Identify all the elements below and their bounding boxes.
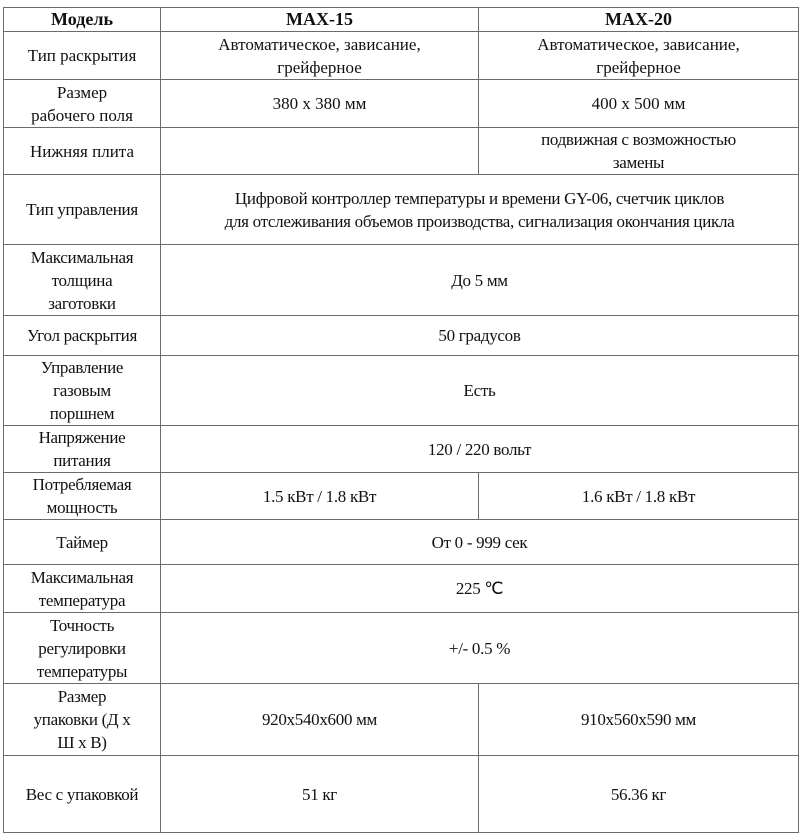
table-row [4, 565, 799, 613]
row-label: Угол раскрытия [4, 316, 161, 356]
cell-value: До 5 мм [161, 245, 799, 316]
header-row [4, 8, 799, 32]
row-label: Потребляемая мощность [4, 473, 161, 520]
cell-value: +/- 0.5 % [161, 613, 799, 684]
row-label: Размер рабочего поля [4, 80, 161, 128]
spec-table [3, 7, 799, 833]
cell-value: подвижная с возможностью замены [479, 128, 799, 175]
table-row [4, 175, 799, 245]
table-row [4, 520, 799, 565]
cell-value: 50 градусов [161, 316, 799, 356]
table-row [4, 426, 799, 473]
row-label: Управление газовым поршнем [4, 356, 161, 426]
table-row [4, 613, 799, 684]
row-label: Тип управления [4, 175, 161, 245]
cell-value: Цифровой контроллер температуры и времени GY-06, счетчик циклов для отслеживания объемов производства, сигнализация окончания цикла [161, 175, 799, 245]
cell-value: 920x540x600 мм [161, 684, 479, 756]
row-label: Таймер [4, 520, 161, 565]
table-row [4, 80, 799, 128]
model-max15-header: MAX-15 [161, 8, 479, 32]
cell-value: 51 кг [161, 756, 479, 833]
row-label: Размер упаковки (Д х Ш х В) [4, 684, 161, 756]
table-row [4, 245, 799, 316]
cell-value: 225 ℃ [161, 565, 799, 613]
row-label: Точность регулировки температуры [4, 613, 161, 684]
table-row [4, 32, 799, 80]
table-row [4, 128, 799, 175]
model-max20-header: MAX-20 [479, 8, 799, 32]
cell-value: От 0 - 999 сек [161, 520, 799, 565]
table-row [4, 473, 799, 520]
cell-value: 400 х 500 мм [479, 80, 799, 128]
table-row [4, 316, 799, 356]
row-label: Напряжение питания [4, 426, 161, 473]
table-row [4, 684, 799, 756]
cell-value: 380 х 380 мм [161, 80, 479, 128]
cell-value: 910x560x590 мм [479, 684, 799, 756]
row-label: Максимальная толщина заготовки [4, 245, 161, 316]
table-row [4, 356, 799, 426]
cell-value: Есть [161, 356, 799, 426]
table-row [4, 756, 799, 833]
row-label: Нижняя плита [4, 128, 161, 175]
row-label: Вес с упаковкой [4, 756, 161, 833]
cell-value: 120 / 220 вольт [161, 426, 799, 473]
cell-value: Автоматическое, зависание, грейферное [161, 32, 479, 80]
model-header: Модель [4, 8, 161, 32]
cell-value: 56.36 кг [479, 756, 799, 833]
cell-value: 1.6 кВт / 1.8 кВт [479, 473, 799, 520]
cell-value [161, 128, 479, 175]
cell-value: Автоматическое, зависание, грейферное [479, 32, 799, 80]
row-label: Тип раскрытия [4, 32, 161, 80]
row-label: Максимальная температура [4, 565, 161, 613]
cell-value: 1.5 кВт / 1.8 кВт [161, 473, 479, 520]
